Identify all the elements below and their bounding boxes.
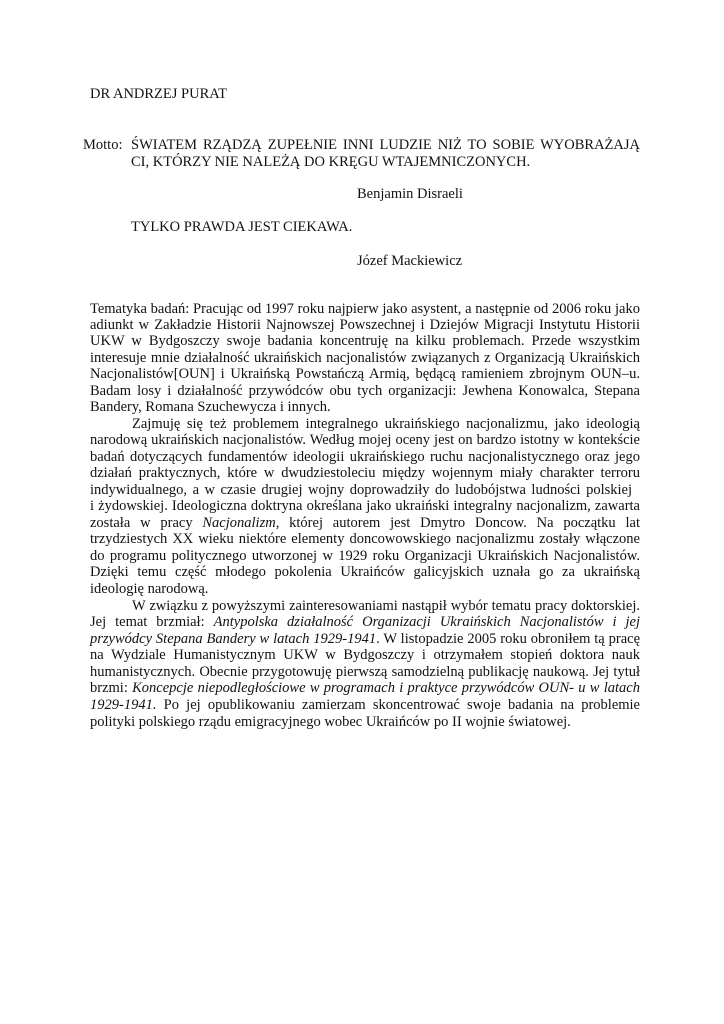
text-line: działań praktycznych, które w dwudziestoleciu między wojennym miały charakter terroru <box>90 465 640 481</box>
text-line-mixed <box>90 680 640 696</box>
motto-quote-line-2: CI, KTÓRZY NIE NALEŻĄ DO KRĘGU WTAJEMNICZONYCH. <box>131 154 531 170</box>
text-line: Nacjonalistów[OUN] i Ukraińską Powstańczą Armią, będącą ramieniem zbrojnym OUN–u. <box>90 366 640 382</box>
text-line-mixed <box>90 515 640 531</box>
text-line: Badam losy i działalność przywódców obu tych organizacji: Jewhena Konowalca, Stepana <box>90 383 640 399</box>
text-line: trzydziestych XX wieku niektóre elementy doncowowskiego nacjonalizmu zostały włączone <box>90 531 640 547</box>
text-span: Jej temat brzmiał: <box>90 614 214 630</box>
text-line: narodową ukraińskich nacjonalistów. Według mojej oceny jest on bardzo istotny w kontekście <box>90 432 640 448</box>
text-line: polityki polskiego rządu emigracyjnego wobec Ukraińców po II wojnie światowej. <box>90 714 571 730</box>
text-span: brzmi: <box>90 680 133 696</box>
text-line: Zajmuję się też problemem integralnego ukraińskiego nacjonalizmu, jako ideologią <box>132 416 640 432</box>
motto-label: Motto: <box>83 137 123 153</box>
text-line: i żydowskiej. Ideologiczna doktryna określana jako ukraiński integralny nacjonalizm, zawarta <box>90 498 640 514</box>
dissertation-title-part-1: Antypolska działalność Organizacji Ukraińskich Nacjonalistów i jej <box>213 614 640 630</box>
book-title-nacjonalizm: Nacjonalizm <box>202 515 276 531</box>
motto-quote-2: TYLKO PRAWDA JEST CIEKAWA. <box>131 219 353 235</box>
text-span: . W listopadzie 2005 roku obroniłem tą pracę <box>376 631 641 647</box>
dissertation-title-part-2: przywódcy Stepana Bandery w latach 1929-1941 <box>90 631 377 647</box>
text-line-mixed <box>90 631 640 647</box>
text-line: do programu politycznego utworzonej w 1929 roku Organizacji Ukraińskich Nacjonalistów. <box>90 548 640 564</box>
text-line: UKW w Bydgoszczy swoje badania koncentruję na kilku problemach. Przede wszystkim <box>90 333 640 349</box>
motto-author-2: Józef Mackiewicz <box>357 253 463 269</box>
motto-quote-line-1: ŚWIATEM RZĄDZĄ ZUPEŁNIE INNI LUDZIE NIŻ TO SOBIE WYOBRAŻAJĄ <box>131 137 640 153</box>
text-line: interesuje mnie działalność ukraińskich nacjonalistów związanych z Organizacją Ukraińskich <box>90 350 640 366</box>
author-name: DR ANDRZEJ PURAT <box>90 86 227 102</box>
text-line: indywidualnego, a w czasie drugiej wojny doprowadziły do ludobójstwa ludności polskiej <box>90 482 632 498</box>
text-line: ideologię narodową. <box>90 581 209 597</box>
motto-author-1: Benjamin Disraeli <box>357 186 463 202</box>
text-line: Tematyka badań: Pracując od 1997 roku najpierw jako asystent, a następnie od 2006 roku jako <box>90 301 640 317</box>
text-line: badań dotyczących fundamentów ideologii ukraińskiego ruchu nacjonalistycznego oraz jego <box>90 449 640 465</box>
text-span: została w pracy <box>90 515 203 531</box>
text-line-mixed <box>90 614 640 630</box>
text-span: Po jej opublikowaniu zamierzam skoncentrować swoje badania na problemie <box>156 697 640 713</box>
text-line: humanistycznych. Obecnie przygotowuję pierwszą samodzielną publikację naukową. Jej tytuł <box>90 664 640 680</box>
text-span: , której autorem jest Dmytro Doncow. Na początku lat <box>275 515 640 531</box>
text-line: Bandery, Romana Szuchewycza i innych. <box>90 399 331 415</box>
text-line: adiunkt w Zakładzie Historii Najnowszej Powszechnej i Dziejów Migracji Instytutu Historii <box>90 317 640 333</box>
publication-title-part-2: 1929-1941. <box>90 697 157 713</box>
text-line: na Wydziale Humanistycznym UKW w Bydgoszczy i otrzymałem stopień doktora nauk <box>90 647 640 663</box>
text-line-mixed <box>90 697 640 713</box>
publication-title-part-1: Koncepcje niepodległościowe w programach i praktyce przywódców OUN- u w latach <box>132 680 640 696</box>
text-line: W związku z powyższymi zainteresowaniami nastąpił wybór tematu pracy doktorskiej. <box>132 598 640 614</box>
text-line: Dzięki temu część młodego pokolenia Ukraińców galicyjskich uznała go za ukraińską <box>90 564 640 580</box>
